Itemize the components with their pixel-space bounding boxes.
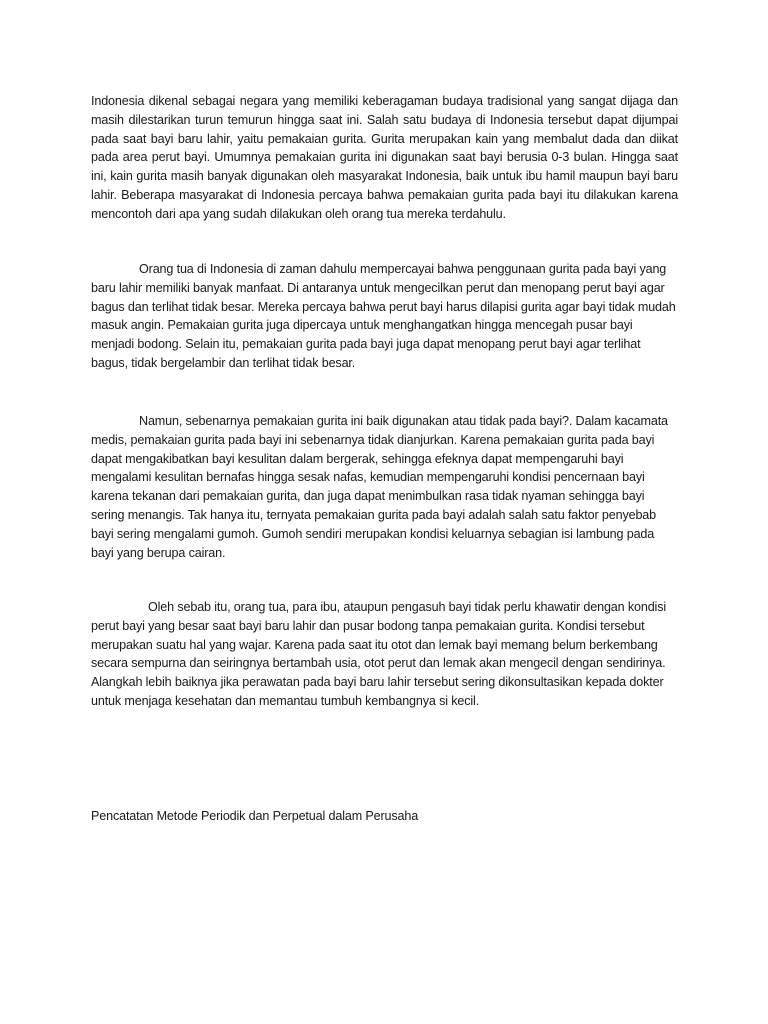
paragraph-3: Namun, sebenarnya pemakaian gurita ini baik digunakan atau tidak pada bayi?. Dalam kacamata medis, pemakaian gurita pada bayi ini sebenarnya tidak dianjurkan. Karena pemakaian gurita pada bayi dapat mengakibatkan bayi kesulitan dalam bergerak, sehingga efeknya dapat mempengaruhi bayi mengalami kesulitan bernafas hingga sesak nafas, kemudian mempengaruhi kondisi pencernaan bayi karena tekanan dari pemakaian gurita, dan juga dapat menimbulkan rasa tidak nyaman sehingga bayi sering menangis. Tak hanya itu, ternyata pemakaian gurita pada bayi adalah salah satu faktor penyebab bayi sering mengalami gumoh. Gumoh sendiri merupakan kondisi keluarnya sebagian isi lambung pada bayi yang berupa cairan. — [91, 414, 668, 560]
paragraph-2: Orang tua di Indonesia di zaman dahulu mempercayai bahwa penggunaan gurita pada bayi yang baru lahir memiliki banyak manfaat. Di antaranya untuk mengecilkan perut dan menopang perut bayi agar bagus dan terlihat tidak besar. Mereka percaya bahwa perut bayi harus dilapisi gurita agar bayi tidak mudah masuk angin. Pemakaian gurita juga dipercaya untuk menghangatkan hingga mencegah pusar bayi menjadi bodong. Selain itu, pemakaian gurita pada bayi juga dapat menopang perut bayi agar terlihat bagus, tidak bergelambir dan terlihat tidak besar. — [91, 262, 676, 370]
trailing-title: Pencatatan Metode Periodik dan Perpetual dalam Perusaha — [91, 809, 419, 823]
paragraph-4: Oleh sebab itu, orang tua, para ibu, ataupun pengasuh bayi tidak perlu khawatir dengan kondisi perut bayi yang besar saat bayi baru lahir dan pusar bodong tanpa pemakaian gurita. Kondisi tersebut merupakan suatu hal yang wajar. Karena pada saat itu otot dan lemak bayi memang belum berkembang secara sempurna dan seiringnya bertambah usia, otot perut dan lemak akan mengecil dengan sendirinya. Alangkah lebih baiknya jika perawatan pada bayi baru lahir tersebut sering dikonsultasikan kepada dokter untuk menjaga kesehatan dan memantau tumbuh kembangnya si kecil. — [91, 600, 667, 708]
paragraph-1: Indonesia dikenal sebagai negara yang memiliki keberagaman budaya tradisional yang sangat dijaga dan masih dilestarikan turun temurun hingga saat ini. Salah satu budaya di Indonesia tersebut dapat dijumpai pada saat bayi baru lahir, yaitu pemakaian gurita. Gurita merupakan kain yang membalut dada dan diikat pada area perut bayi. Umumnya pemakaian gurita ini digunakan saat bayi berusia 0-3 bulan. Hingga saat ini, kain gurita masih banyak digunakan oleh masyarakat Indonesia, baik untuk ibu hamil maupun bayi baru lahir. Beberapa masyarakat di Indonesia percaya bahwa pemakaian gurita pada bayi itu dilakukan karena mencontoh dari apa yang sudah dilakukan oleh orang tua mereka terdahulu. — [91, 94, 678, 221]
